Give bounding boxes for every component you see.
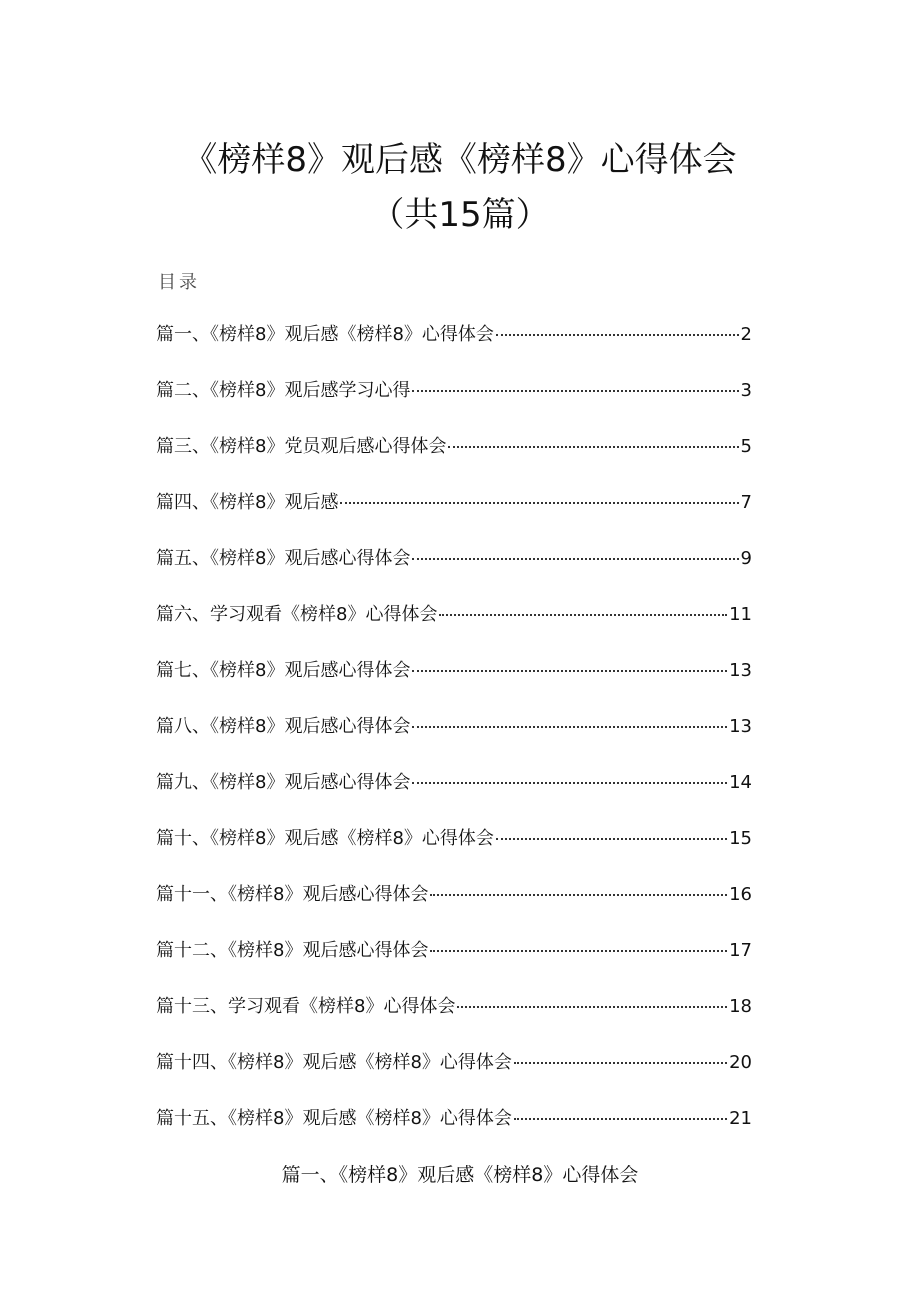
toc-entry-label: 篇五、《榜样8》观后感心得体会 [156, 548, 411, 569]
toc-entry[interactable] [156, 486, 752, 542]
toc-entry-page: 16 [729, 884, 752, 905]
toc-entry-page: 17 [729, 940, 752, 961]
toc-dot-leader [412, 557, 738, 560]
toc-entry-page: 21 [729, 1108, 752, 1129]
toc-entry-page: 9 [740, 548, 752, 569]
toc-entry-page: 14 [729, 772, 752, 793]
toc-entry-page: 7 [740, 492, 752, 513]
toc-entry-label: 篇二、《榜样8》观后感学习心得 [156, 380, 411, 401]
toc-entry-page: 11 [729, 604, 752, 625]
toc-entry-label: 篇十、《榜样8》观后感《榜样8》心得体会 [156, 828, 494, 849]
toc-entry-label: 篇六、学习观看《榜样8》心得体会 [156, 604, 438, 625]
toc-heading: 目录 [158, 272, 200, 293]
toc-dot-leader [514, 1117, 727, 1120]
toc-dot-leader [514, 1061, 727, 1064]
toc-entry-label: 篇十二、《榜样8》观后感心得体会 [156, 940, 429, 961]
toc-entry[interactable] [156, 654, 752, 710]
toc-entry[interactable] [156, 1102, 752, 1158]
toc-entry[interactable] [156, 990, 752, 1046]
toc-entry[interactable] [156, 822, 752, 878]
toc-entry-page: 15 [729, 828, 752, 849]
toc-dot-leader [439, 613, 727, 616]
toc-entry[interactable] [156, 318, 752, 374]
toc-entry[interactable] [156, 374, 752, 430]
toc-dot-leader [496, 837, 727, 840]
toc-dot-leader [412, 781, 727, 784]
toc-entry[interactable] [156, 766, 752, 822]
table-of-contents [156, 318, 752, 1158]
toc-entry[interactable] [156, 542, 752, 598]
toc-entry[interactable] [156, 934, 752, 990]
toc-dot-leader [412, 389, 738, 392]
toc-entry[interactable] [156, 598, 752, 654]
toc-dot-leader [448, 445, 738, 448]
toc-entry-page: 13 [729, 716, 752, 737]
toc-entry[interactable] [156, 878, 752, 934]
toc-entry-label: 篇十三、学习观看《榜样8》心得体会 [156, 996, 456, 1017]
toc-dot-leader [430, 893, 727, 896]
toc-entry-label: 篇十一、《榜样8》观后感心得体会 [156, 884, 429, 905]
toc-entry-page: 5 [740, 436, 752, 457]
toc-dot-leader [412, 669, 727, 672]
toc-dot-leader [430, 949, 727, 952]
document-title: 《榜样8》观后感《榜样8》心得体会（共15篇） [183, 140, 737, 235]
toc-entry-label: 篇四、《榜样8》观后感 [156, 492, 339, 513]
toc-entry[interactable] [156, 710, 752, 766]
toc-entry-page: 13 [729, 660, 752, 681]
toc-entry-page: 2 [740, 324, 752, 345]
toc-entry-label: 篇八、《榜样8》观后感心得体会 [156, 716, 411, 737]
toc-entry-label: 篇七、《榜样8》观后感心得体会 [156, 660, 411, 681]
toc-entry-page: 3 [740, 380, 752, 401]
toc-entry-label: 篇三、《榜样8》党员观后感心得体会 [156, 436, 447, 457]
toc-entry[interactable] [156, 1046, 752, 1102]
toc-entry-label: 篇十五、《榜样8》观后感《榜样8》心得体会 [156, 1108, 512, 1129]
toc-dot-leader [457, 1005, 727, 1008]
toc-entry-page: 20 [729, 1052, 752, 1073]
toc-entry-page: 18 [729, 996, 752, 1017]
toc-dot-leader [496, 333, 739, 336]
toc-dot-leader [340, 501, 738, 504]
toc-entry[interactable] [156, 430, 752, 486]
toc-entry-label: 篇十四、《榜样8》观后感《榜样8》心得体会 [156, 1052, 512, 1073]
toc-entry-label: 篇一、《榜样8》观后感《榜样8》心得体会 [156, 324, 494, 345]
toc-dot-leader [412, 725, 727, 728]
toc-entry-label: 篇九、《榜样8》观后感心得体会 [156, 772, 411, 793]
section-heading: 篇一、《榜样8》观后感《榜样8》心得体会 [281, 1164, 639, 1186]
